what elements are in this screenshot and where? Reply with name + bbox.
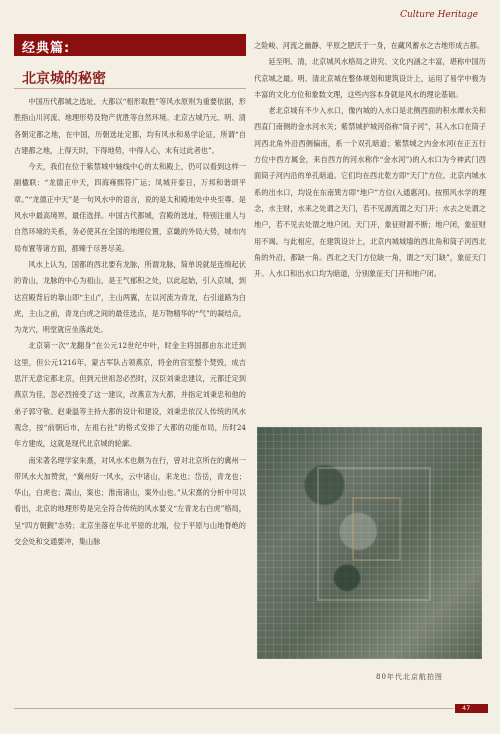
paragraph: 南宋著名理学家朱熹，对风水术也颇为在行，曾对北京所在的冀州一带风水大加赞赏，“冀州好一风水，云中诸山，来龙也；岱岳，青龙也；华山，白虎也；嵩山，案也；淮南诸山，案外山也。”从宋熹的分析中可以看出，北京的地理形势是完全符合传统的风水要义“左青龙右白虎”格局，呈“四方朝觐”态势；北京坐落在华北平原的北端，位于平原与山地脊绝的交会处和交通要冲，集山脉 <box>14 455 246 547</box>
paragraph: 今天，我们在位于紫禁城中轴线中心的太和殿上，仍可以看到这样一副楹联：“龙德正中天，四海雍熙符广运；凤城开泰日，万邦和谐颂平章。”“龙德正中天”是一句风水中的语言，说的是太和殿地处中央至尊、是风水中最高境界，最佳选择。中国古代都城，宫殿的选址，特别注重人与自然环境的关系，务必使其在全国的地理位置，京畿的外局大势，城市内局布置等诸方面，都臻于尽善尽美。 <box>14 162 246 253</box>
paragraph-continued: 之险峻、河流之幽静、平原之肥沃于一身，在藏风蓄水之吉地形成古都。 <box>254 41 485 50</box>
page-number-box <box>455 704 488 713</box>
left-column-text <box>14 94 246 550</box>
paragraph: 中国历代都城之选址，大都以“相形取胜”等风水原则为重要依据，形胜指山川河流、地理形势及物产优胜等自然环境。北京古城乃元、明、清各朝定都之地，在中国，历朝选址定都，均有风水和易学论证，所谓“自古建都之地，上得天时，下得地势，中得人心，未有过此者也”。 <box>14 97 246 155</box>
paragraph: 风水上认为，国都的西北要有龙脉，所谓龙脉，简单说就是连绵起伏的青山，龙脉的中心为祖山，是王气郁积之处，以此起始，引入京城，到达宫殿背后的靠山即“主山”，主山两翼，左以河流为青龙，右引道路为白虎，主山之前，青龙白虎之间的最佳选点，是万物精华的“气”的凝结点，为龙穴，明堂就应坐落此处。 <box>14 259 246 335</box>
article-title: 北京城的秘密 <box>22 71 106 87</box>
section-title: 经典篇: <box>22 41 71 56</box>
page-number: 47 <box>462 704 471 712</box>
right-column-text <box>254 38 486 282</box>
footer-divider <box>14 708 454 709</box>
paragraph: 老北京城有不少入水口，像内城的入水口是北侧西面的积水潭水关和西直门南侧的金水河水关；紫禁城护城河俗称“筒子河”，其入水口在筒子河西北角外沿西侧偏南，系一个双孔暗道；紫禁城之内金水河(在正五行方位中西方属金，来自西方的河水称作“金水河”)的入水口为今神武门西面筒子河内沿的单孔暗道。它们均在西北乾方即“天门”方位。北京内城水系的出水口，均设在东南巽方即“地户”方位(入通惠河)。按照风水学的理念，水主财，水来之处谓之天门，若不见源流谓之天门开；水去之处谓之地户，若不见去处谓之地户闭。天门开，象征财源不断；地户闭，象征财用不竭。与此相应，在建筑设计上，北京内城城墙的西北角和筒子河西北角的外沿，都缺一角。西北之天门方位缺一角，谓之“天门缺”，象征天门开。入水口和出水口均为暗道，分别象征天门开和地户闭。 <box>254 106 486 279</box>
aerial-photo-beijing <box>257 427 482 659</box>
title-divider <box>14 88 246 89</box>
forbidden-city-outline <box>352 497 401 561</box>
paragraph: 延至明、清，北京城风水格局之讲究、文化内涵之丰富，堪称中国历代京城之最。明、清北京城在整体规划和建筑设计上，运用了易学中极为丰富的文化方位和象数文理，这些内容本身就是风水的理论基础。 <box>254 57 486 99</box>
section-banner <box>14 34 246 56</box>
culture-heritage-header: Culture Heritage <box>400 10 478 20</box>
paragraph: 北京第一次“龙翻身”在公元12世纪中叶，时金主将国都由东北迁到这里，但公元1216年，蒙古军队占领燕京，将金的宫室整个焚毁，成吉思汗无意定都北京，但到元世祖忽必烈时，汉臣刘秉忠建议，元都迁定到燕京为佳，忽必烈接受了这一建议，改燕京为大都，并指定刘秉忠和他的弟子郭守敬、赵秉温等主持大都的设计和建设，刘秉忠依汉人传统的风水观念，按“前朝后市，左祖右社”的格式安排了大都的功能布局，历时24年方建成，这就是现代北京城的轮廓。 <box>14 341 246 449</box>
photo-caption: 80年代北京航拍图 <box>376 673 443 681</box>
